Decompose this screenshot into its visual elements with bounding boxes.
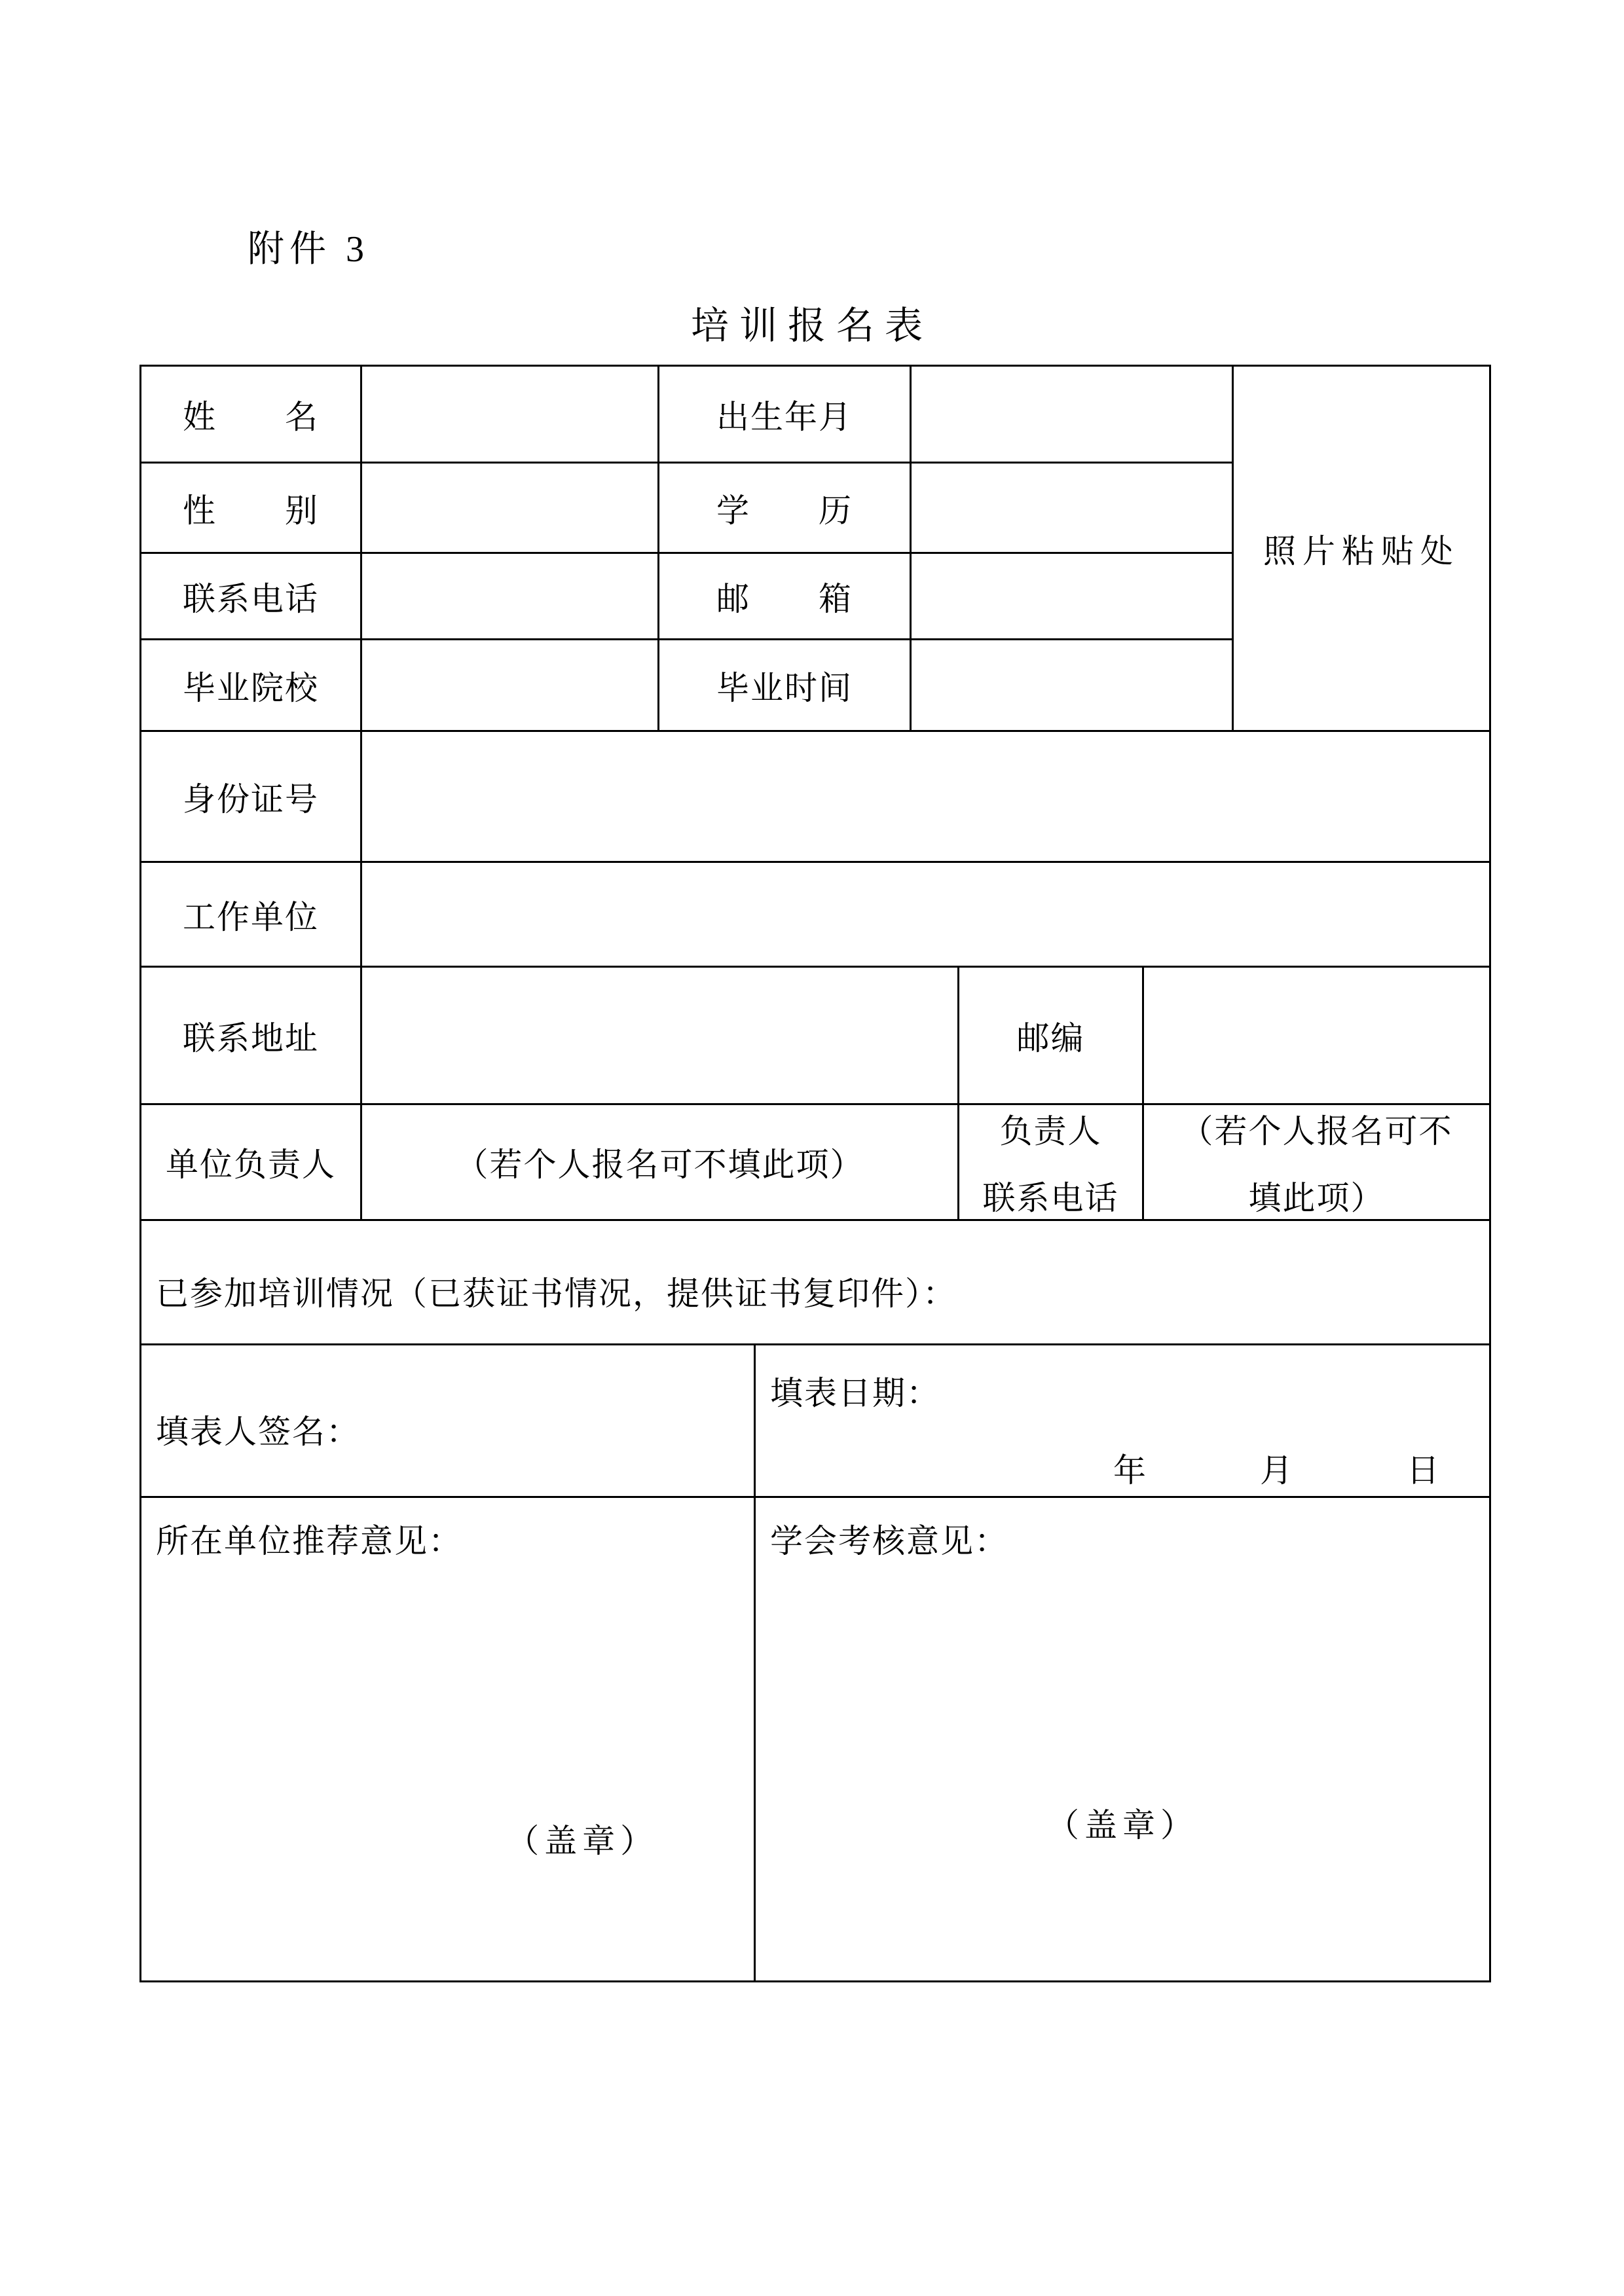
unit-opinion-cell	[141, 1497, 755, 1982]
name-value-cell	[361, 366, 659, 463]
school-value-cell	[361, 640, 659, 731]
graduation-date-value-cell	[911, 640, 1233, 731]
table-row	[141, 1345, 1490, 1497]
photo-paste-cell: 照片粘贴处	[1233, 366, 1490, 731]
manager-phone-label-line2: 联系电话	[982, 1180, 1119, 1216]
table-row	[141, 1104, 1490, 1220]
registration-form-table	[139, 365, 1491, 1982]
work-unit-label-cell: 工作单位	[141, 862, 361, 967]
gender-value-cell	[361, 463, 659, 553]
table-row	[141, 1497, 1490, 1982]
id-number-value-cell	[361, 731, 1490, 862]
fill-date-cell	[755, 1345, 1490, 1497]
birthdate-value-cell	[911, 366, 1233, 463]
table-row	[141, 731, 1490, 862]
manager-phone-label-cell	[959, 1104, 1143, 1220]
address-value-cell	[361, 967, 959, 1104]
table-row	[141, 862, 1490, 967]
education-value-cell	[911, 463, 1233, 553]
unit-manager-label-cell: 单位负责人	[141, 1104, 361, 1220]
manager-phone-note-line1: （若个人报名可不	[1180, 1113, 1453, 1150]
email-value-cell	[911, 553, 1233, 640]
society-seal-placeholder: （盖章）	[1046, 1806, 1198, 1844]
phone-label-cell: 联系电话	[141, 553, 361, 640]
unit-opinion-label: 所在单位推荐意见：	[156, 1522, 462, 1559]
society-opinion-label: 学会考核意见：	[770, 1522, 1008, 1559]
attachment-note: 附件 3	[248, 229, 369, 270]
graduation-date-label-cell: 毕业时间	[659, 640, 911, 731]
training-history-label: 已参加培训情况（已获证书情况，提供证书复印件）：	[156, 1275, 957, 1312]
training-history-cell	[141, 1220, 1490, 1345]
birthdate-label-cell: 出生年月	[659, 366, 911, 463]
society-opinion-cell	[755, 1497, 1490, 1982]
form-title: 培训报名表	[690, 304, 933, 347]
society-opinion-wrap	[756, 1499, 1489, 1980]
postcode-value-cell	[1143, 967, 1490, 1104]
postcode-label-cell: 邮编	[959, 967, 1143, 1104]
signer-cell	[141, 1345, 755, 1497]
address-label-cell: 联系地址	[141, 967, 361, 1104]
gender-label-cell: 性 别	[141, 463, 361, 553]
education-label-cell: 学 历	[659, 463, 911, 553]
manager-phone-note-line2: 填此项）	[1248, 1180, 1385, 1216]
manager-phone-label-line1: 负责人	[999, 1113, 1102, 1150]
table-row	[141, 1220, 1490, 1345]
table-row	[141, 366, 1490, 463]
email-label-cell: 邮 箱	[659, 553, 911, 640]
fill-date-label: 填表日期：	[770, 1375, 940, 1412]
fill-date-placeholder: 年 月 日	[1113, 1452, 1443, 1489]
signer-label: 填表人签名：	[156, 1413, 360, 1450]
manager-phone-note-cell	[1143, 1104, 1490, 1220]
table-row	[141, 967, 1490, 1104]
id-number-label-cell: 身份证号	[141, 731, 361, 862]
work-unit-value-cell	[361, 862, 1490, 967]
unit-manager-note-cell: （若个人报名可不填此项）	[361, 1104, 959, 1220]
name-label-cell: 姓 名	[141, 366, 361, 463]
unit-opinion-wrap	[141, 1499, 754, 1980]
unit-seal-placeholder: （盖章）	[506, 1822, 659, 1859]
school-label-cell: 毕业院校	[141, 640, 361, 731]
phone-value-cell	[361, 553, 659, 640]
